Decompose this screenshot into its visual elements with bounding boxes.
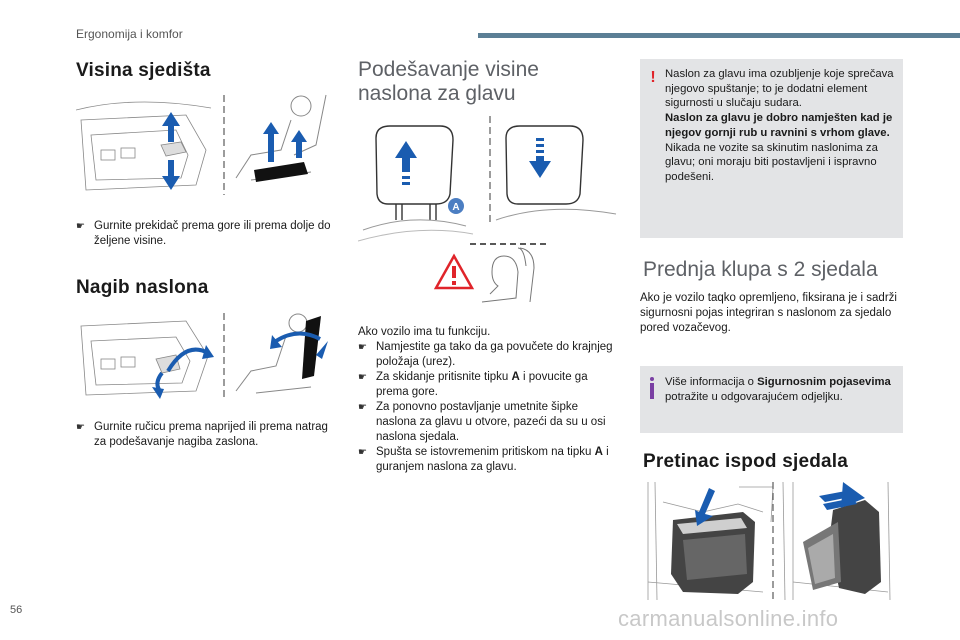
bullet-arrow-icon: ☛ — [358, 342, 367, 353]
backrest-illustration — [76, 311, 336, 401]
headrest-title-line2: naslona za glavu — [358, 82, 516, 105]
seat-height-bullet: ☛ Gurnite prekidač prema gore ili prema dolje do željene visine. — [76, 220, 331, 247]
bullet-arrow-icon: ☛ — [358, 372, 367, 383]
column-left — [76, 60, 336, 450]
headrest-bullet-2: ☛ Za skidanje pritisnite tipku A i povucite ga prema gore. — [358, 371, 588, 398]
front-bench-title: Prednja klupa s 2 sjedala — [643, 258, 878, 281]
backrest-title: Nagib naslona — [76, 277, 209, 298]
column-middle — [358, 58, 618, 475]
headrest-title-line1: Podešavanje visine — [358, 58, 539, 81]
storage-title: Pretinac ispod sjedala — [643, 451, 849, 472]
seat-height-illustration — [76, 90, 336, 200]
info-box — [640, 366, 903, 433]
arrow-up-icon — [263, 122, 279, 162]
info-icon — [649, 377, 655, 399]
watermark: carmanualsonline.info — [618, 606, 839, 631]
bullet-arrow-icon: ☛ — [76, 422, 85, 433]
arrow-up-icon — [162, 112, 180, 142]
section-header: Ergonomija i komfor — [76, 27, 183, 41]
storage-illustration — [643, 482, 903, 600]
svg-text:A: A — [452, 202, 460, 213]
headrest-illustration — [358, 116, 618, 306]
headrest-intro: Ako vozilo ima tu funkciju. — [358, 326, 491, 338]
headrest-bullet-4: ☛ Spušta se istovremenim pritiskom na tipku A i guranjem naslona za glavu. — [358, 446, 609, 473]
backrest-bullet: ☛ Gurnite ručicu prema naprijed ili prema natrag za podešavanje nagiba zaslona. — [76, 421, 328, 448]
page-number: 56 — [10, 604, 23, 616]
header-accent-bar — [478, 33, 960, 38]
bullet-arrow-icon: ☛ — [358, 447, 367, 458]
warning-text: Naslon za glavu ima ozubljenje koje sprečava njegovo spuštanje; to je dodatni element sigurnosti u slučaju sudara. Naslon za glavu je dobro namješten kad je njegov gornji rub u ravnini s vrhom glave. Nikada ne vozite sa skinutim naslonima za glavu; oni moraju biti postavljeni i ispravno podešeni. — [665, 68, 894, 183]
bullet-arrow-icon: ☛ — [358, 402, 367, 413]
seat-height-title: Visina sjedišta — [76, 60, 211, 81]
headrest-bullet-3: ☛ Za ponovno postavljanje umetnite šipke naslona za glavu u otvore, pazeći da su u osi naslona sjedala. — [358, 401, 606, 443]
bullet-arrow-icon: ☛ — [76, 221, 85, 232]
arrow-up-icon — [291, 130, 307, 158]
headrest-bullet-1: ☛ Namjestite ga tako da ga povučete do krajnjeg položaja (urez). — [358, 341, 613, 368]
warning-exclamation-icon: ! — [650, 69, 656, 86]
front-bench-text: Ako je vozilo taqko opremljeno, fiksirana je i sadrži sigurnosni pojas integriran s naslonom za sjedalo pored vozačevog. — [640, 292, 897, 334]
warning-box — [640, 59, 903, 238]
info-text: Više informacija o Sigurnosnim pojasevima potražite u odgovarajućem odjeljku. — [665, 376, 891, 403]
